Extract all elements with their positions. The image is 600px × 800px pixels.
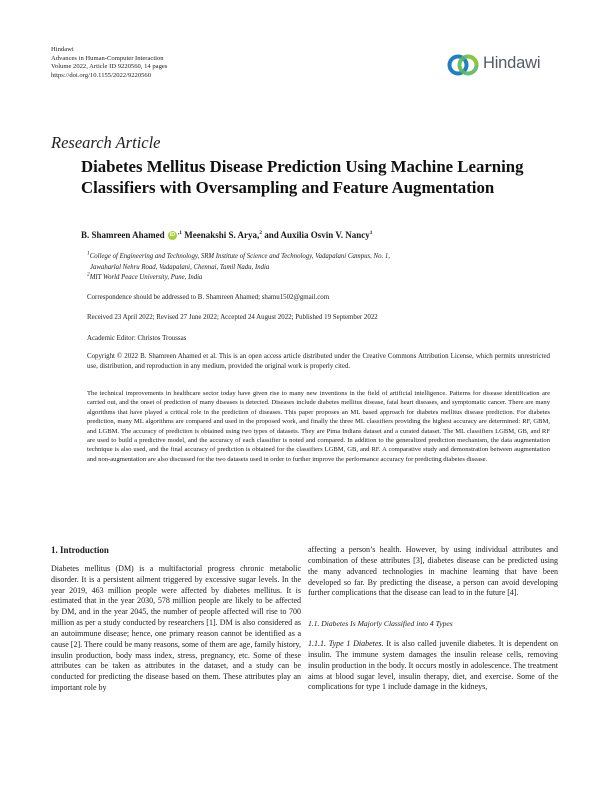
affiliation-1: [87, 252, 547, 263]
hindawi-rings-icon: [446, 48, 482, 82]
affiliation-marker: 1: [87, 250, 90, 257]
subsubsection-heading: 1.1.1. Type 1 Diabetes.: [308, 639, 384, 649]
journal-meta: [51, 46, 167, 80]
logo-wordmark: Hindawi: [483, 54, 541, 72]
affiliation-marker: 2: [259, 230, 262, 236]
subsection-heading: 1.1. Diabetes Is Majorly Classified into 4 Types: [308, 619, 453, 629]
article-type: Research Article: [51, 133, 161, 152]
body-paragraph: affecting a person’s health. However, by using individual attributes and combination of these attributes [3], diabetes disease can be predicted using the many advanced technologies in machine learning that have been developed so far. By predicting the disease, a person can avoid developing further complications that the disease can lead to in the future [4].: [308, 545, 558, 598]
volume-line: Volume 2022, Article ID 9220560, 14 pages: [51, 63, 168, 71]
affiliation-text: College of Engineering and Technology, SRM Institute of Science and Technology, Vadapalani Campus, No. 1,: [89, 253, 390, 260]
journal-name: Advances in Human-Computer Interaction: [51, 54, 164, 62]
copyright-notice: Copyright © 2022 B. Shamreen Ahamed et al. This is an open access article distributed under the Creative Commons Attribution License, which permits unrestricted use, distribution, and reproduction in any medium, provided the original work is properly cited.: [87, 353, 550, 370]
affiliations: [87, 252, 547, 284]
affiliation-marker: ,1: [177, 230, 182, 236]
affiliation-text: MIT World Peace University, Pune, India: [89, 274, 203, 281]
correspondence: Correspondence should be addressed to B. Shamreen Ahamed; shamu1502@gmail.com: [87, 294, 330, 301]
affiliation-text: Jawaharlal Nehru Road, Vadapalani, Chennai, Tamil Nadu, India: [90, 263, 270, 271]
abstract: The technical improvements in healthcare sector today have given rise to many new inventions in the field of artificial intelligence. Patterns for disease identification are carried out, and the onset of prediction of many diseases is detected. Diseases include diabetes mellitus disease, fatal heart diseases, and symptomatic cancer. There are many algorithms that have played a critical role in the prediction of diseases. This paper proposes an ML based approach for diabetes mellitus disease prediction. For diabetes prediction, many ML algorithms are compared and used in the proposed work, and finally the three ML classifiers providing the highest accuracy are determined: RF, GBM, and LGBM. The accuracy of prediction is obtained using two types of datasets. They are Pima Indians dataset and a curated dataset. The ML classifiers LGBM, GB, and RF are used to build a predictive model, and the accuracy of each classifier is noted and compared. In addition to the generalized prediction mechanism, the data augmentation technique is also used, and the final accuracy of prediction is obtained for the classifiers LGBM, GB, and RF. A comparative study and demonstration between augmentation and non-augmentation are also discussed for the two datasets used in order to further improve the performance accuracy for predicting diabetes disease.: [87, 390, 550, 463]
body-paragraph: Diabetes mellitus (DM) is a multifactorial progress chronic metabolic disorder. It is a persistent ailment triggered by excessive sugar levels. In the year 2019, 463 million people were affected by diabetes mellitus. It is estimated that in the year 2030, 578 million people are likely to be affected by DM, and in the year 2045, the number of people affected will rise to 700 million as per a study conducted by researchers [1]. DM is also considered as an autoimmune disease; hence, one primary reason cannot be identified as a cause [2]. There could be many reasons, some of them are age, family history, insulin production, body mass index, stress, pregnancy, etc. Some of these attributes can be taken as attributes in the dataset, and a study can be conducted for predicting the disease based on them. These attributes play an important role by: [51, 563, 301, 693]
publication-dates: Received 23 April 2022; Revised 27 June 2022; Accepted 24 August 2022; Published 19 September 2022: [87, 314, 378, 321]
orcid-icon[interactable]: iD: [169, 232, 176, 239]
affiliation-marker: 2: [87, 271, 90, 278]
publisher-name: Hindawi: [51, 46, 74, 53]
article-title: Diabetes Mellitus Disease Prediction Using Machine Learning Classifiers with Oversampling and Feature Augmentation: [81, 157, 524, 197]
author-name: and Auxilia Osvin V. Nancy: [264, 230, 370, 240]
academic-editor: Academic Editor: Christos Troussas: [87, 335, 187, 342]
author-name: B. Shamreen Ahamed: [81, 230, 165, 240]
section-heading: 1. Introduction: [51, 545, 109, 555]
affiliation-2: [87, 273, 547, 284]
doi-link[interactable]: https://doi.org/10.1155/2022/9220560: [51, 71, 152, 79]
body-column-right: [308, 545, 558, 693]
author-name: Meenakshi S. Arya,: [184, 230, 260, 240]
author-list: [81, 230, 551, 240]
affiliation-marker: 1: [369, 230, 373, 236]
body-paragraph: [308, 639, 558, 693]
affiliation-1-cont: [87, 263, 547, 274]
body-text: It is also called juvenile diabetes. It is dependent on insulin. The immune system damages the insulin release cells, removing insulin production in the body. It occurs mostly in adolescence. The treatment aims at blood sugar level, insulin therapy, diet, and exercise. Some of the complications for type 1 include damage in the kidneys,: [308, 639, 558, 692]
body-column-left: [51, 545, 301, 694]
hindawi-logo[interactable]: [446, 48, 556, 82]
